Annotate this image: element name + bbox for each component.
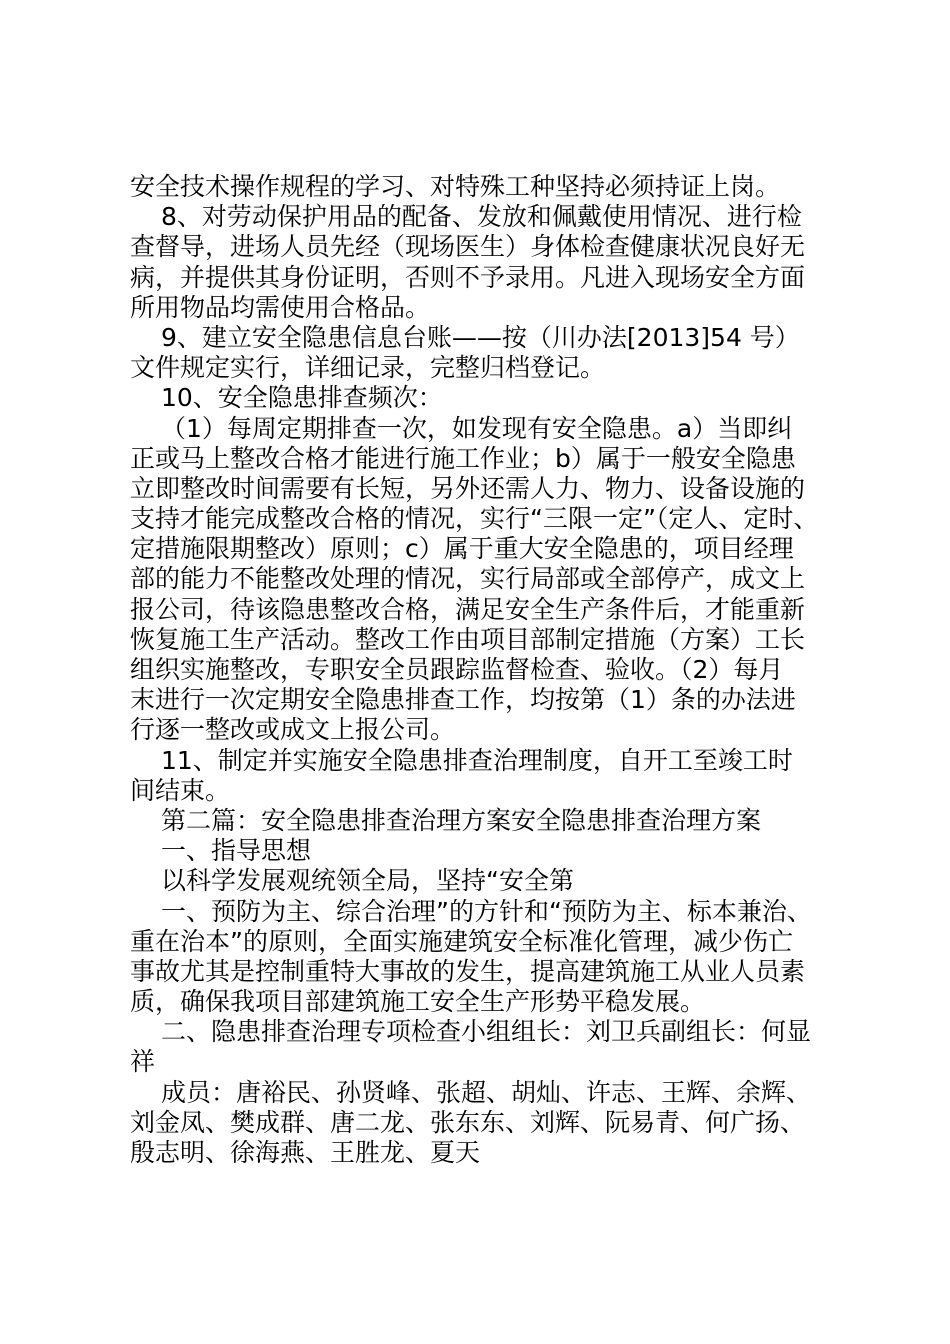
- text-line: 重在治本”的原则，全面实施建筑安全标准化管理，减少伤亡: [130, 926, 793, 956]
- text-line: 正或马上整改合格才能进行施工作业；b）属于一般安全隐患: [130, 443, 796, 473]
- text-line: 10、安全隐患排查频次：: [161, 383, 443, 413]
- text-line: 事故尤其是控制重特大事故的发生，提高建筑施工从业人员素: [130, 956, 806, 986]
- text-line: 第二篇：安全隐患排查治理方案安全隐患排查治理方案: [161, 805, 762, 835]
- text-line: 一、指导思想: [161, 836, 312, 866]
- text-line: 部的能力不能整改处理的情况，实行局部或全部停产，成文上: [130, 564, 806, 594]
- text-line: 恢复施工生产活动。整改工作由项目部制定措施（方案）工长: [130, 624, 806, 654]
- text-line: 报公司，待该隐患整改合格，满足安全生产条件后，才能重新: [130, 594, 806, 624]
- text-line: （1）每周定期排查一次，如发现有安全隐患。a）当即纠: [161, 413, 793, 443]
- text-line: 支持才能完成整改合格的情况，实行“三限一定”（定人、定时、: [130, 504, 819, 534]
- text-line: 立即整改时间需要有长短，另外还需人力、物力、设备设施的: [130, 473, 806, 503]
- text-line: 文件规定实行，详细记录，完整归档登记。: [130, 353, 606, 383]
- text-line: 查督导，进场人员先经（现场医生）身体检查健康状况良好无: [130, 232, 806, 262]
- text-line: 行逐一整改或成文上报公司。: [130, 715, 456, 745]
- text-line: 9、建立安全隐患信息台账——按（川办法[2013]54 号）: [161, 322, 800, 352]
- text-line: 以科学发展观统领全局，坚持“安全第: [161, 866, 574, 896]
- text-line: 所用物品均需使用合格品。: [130, 292, 431, 322]
- text-line: 病，并提供其身份证明，否则不予录用。凡进入现场安全方面: [130, 262, 806, 292]
- text-line: 祥: [130, 1047, 156, 1077]
- text-line: 安全技术操作规程的学习、对特殊工种坚持必须持证上岗。: [130, 172, 781, 201]
- text-line: 11、制定并实施安全隐患排查治理制度，自开工至竣工时: [161, 745, 793, 775]
- text-line: 间结束。: [130, 775, 231, 805]
- text-line: 二、隐患排查治理专项检查小组组长：刘卫兵副组长：何显: [161, 1017, 812, 1047]
- text-line: 定措施限期整改）原则；c）属于重大安全隐患的，项目经理: [130, 534, 794, 564]
- text-line: 末进行一次定期安全隐患排查工作，均按第（1）条的办法进: [130, 685, 796, 715]
- text-line: 一、预防为主、综合治理”的方针和“预防为主、标本兼治、: [161, 896, 812, 926]
- document-page: [130, 172, 830, 1168]
- text-line: 殷志明、徐海燕、王胜龙、夏天: [130, 1138, 481, 1167]
- text-line: 组织实施整改，专职安全员跟踪监督检查、验收。（2）每月: [130, 655, 784, 684]
- text-line: 刘金凤、樊成群、唐二龙、张东东、刘辉、阮易青、何广扬、: [130, 1107, 806, 1137]
- text-line: 质，确保我项目部建筑施工安全生产形势平稳发展。: [130, 987, 706, 1017]
- text-line: 成员：唐裕民、孙贤峰、张超、胡灿、许志、王辉、余辉、: [161, 1077, 812, 1107]
- text-line: 8、对劳动保护用品的配备、发放和佩戴使用情况、进行检: [161, 202, 802, 232]
